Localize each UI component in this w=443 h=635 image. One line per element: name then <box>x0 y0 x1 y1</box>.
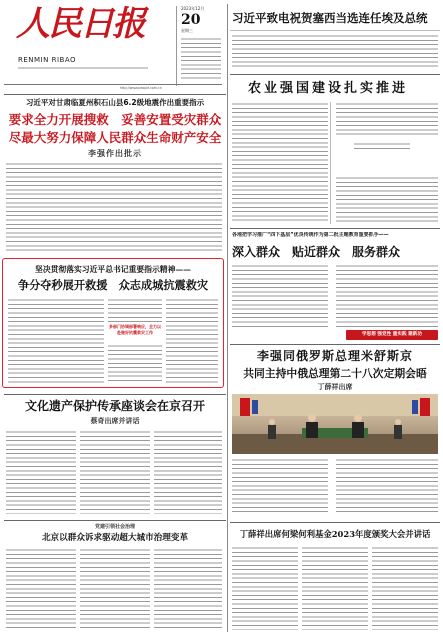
date-box <box>176 6 224 86</box>
grassroots-kicker: 各地把学习推广“四下基层”优良传统作为第二批主题教育重要抓手—— <box>232 232 389 238</box>
premier-headline-1: 李强同俄罗斯总理米舒斯京 <box>256 349 413 363</box>
agri-body <box>232 102 438 224</box>
date-weekday: 星期三 <box>181 28 193 33</box>
date-month: 2023年12月 <box>181 6 205 11</box>
red-kicker: 坚决贯彻落实习近平总书记重要指示精神—— <box>35 265 191 274</box>
red-body-right <box>166 298 218 384</box>
website: http://www.people.com.cn <box>120 86 162 90</box>
bottom-right-headline: 丁薛祥出席何梁何利基金2023年度颁奖大会并讲话 <box>239 529 431 539</box>
center-column-rule <box>227 4 228 632</box>
bottom-right-body <box>232 546 438 630</box>
premier-headline-2: 共同主持中俄总理第二十八次定期会晤 <box>243 367 427 380</box>
masthead-rule <box>4 84 222 85</box>
lead-kicker: 习近平对甘肃临夏州积石山县6.2级地震作出重要指示 <box>25 98 205 107</box>
grassroots-headline: 深入群众 贴近群众 服务群众 <box>232 245 401 259</box>
masthead <box>0 0 225 92</box>
bottom-headline: 北京以群众诉求驱动超大城市治理变革 <box>41 533 189 543</box>
premier-subhead: 丁薛祥出席 <box>317 383 353 391</box>
grassroots-body <box>232 264 438 328</box>
top-right-body <box>232 34 438 70</box>
lead-headline-1: 要求全力开展搜救 妥善安置受灾群众 <box>8 112 222 127</box>
heritage-headline: 文化遗产保护传承座谈会在京召开 <box>24 399 205 413</box>
headline-top-right: 习近平致电祝贺塞西当选连任埃及总统 <box>232 11 428 25</box>
grassroots-badge: 学思想 强党性 重实践 建新功 <box>346 330 438 340</box>
headline-agri: 农业强国建设扎实推进 <box>248 81 409 96</box>
bottom-left-body <box>6 548 222 630</box>
meeting-photo <box>232 394 438 454</box>
newspaper-logo: 人民日报 <box>16 4 144 44</box>
red-headline: 争分夺秒展开救援 众志成城抗震救灾 <box>17 279 209 292</box>
logo-pinyin: RENMIN RIBAO <box>18 56 76 64</box>
lead-subhead: 李强作出批示 <box>88 149 142 158</box>
date-day: 20 <box>181 12 201 28</box>
heritage-subhead: 蔡奇出席并讲话 <box>90 417 140 425</box>
lead-body <box>6 162 222 254</box>
heritage-body <box>6 430 222 514</box>
premier-body <box>232 458 438 514</box>
bottom-kicker: 党建引领社会治理 <box>94 524 135 530</box>
red-body-mid <box>108 298 162 384</box>
red-body-left <box>8 298 104 384</box>
red-pull-quote: 多部门协调部署响应，全力以赴做好抗震救灾工作 <box>109 324 161 335</box>
meeting-photo-image <box>232 394 438 454</box>
lead-headline-2: 尽最大努力保障人民群众生命财产安全 <box>8 130 222 145</box>
masthead-left-info <box>18 66 158 73</box>
